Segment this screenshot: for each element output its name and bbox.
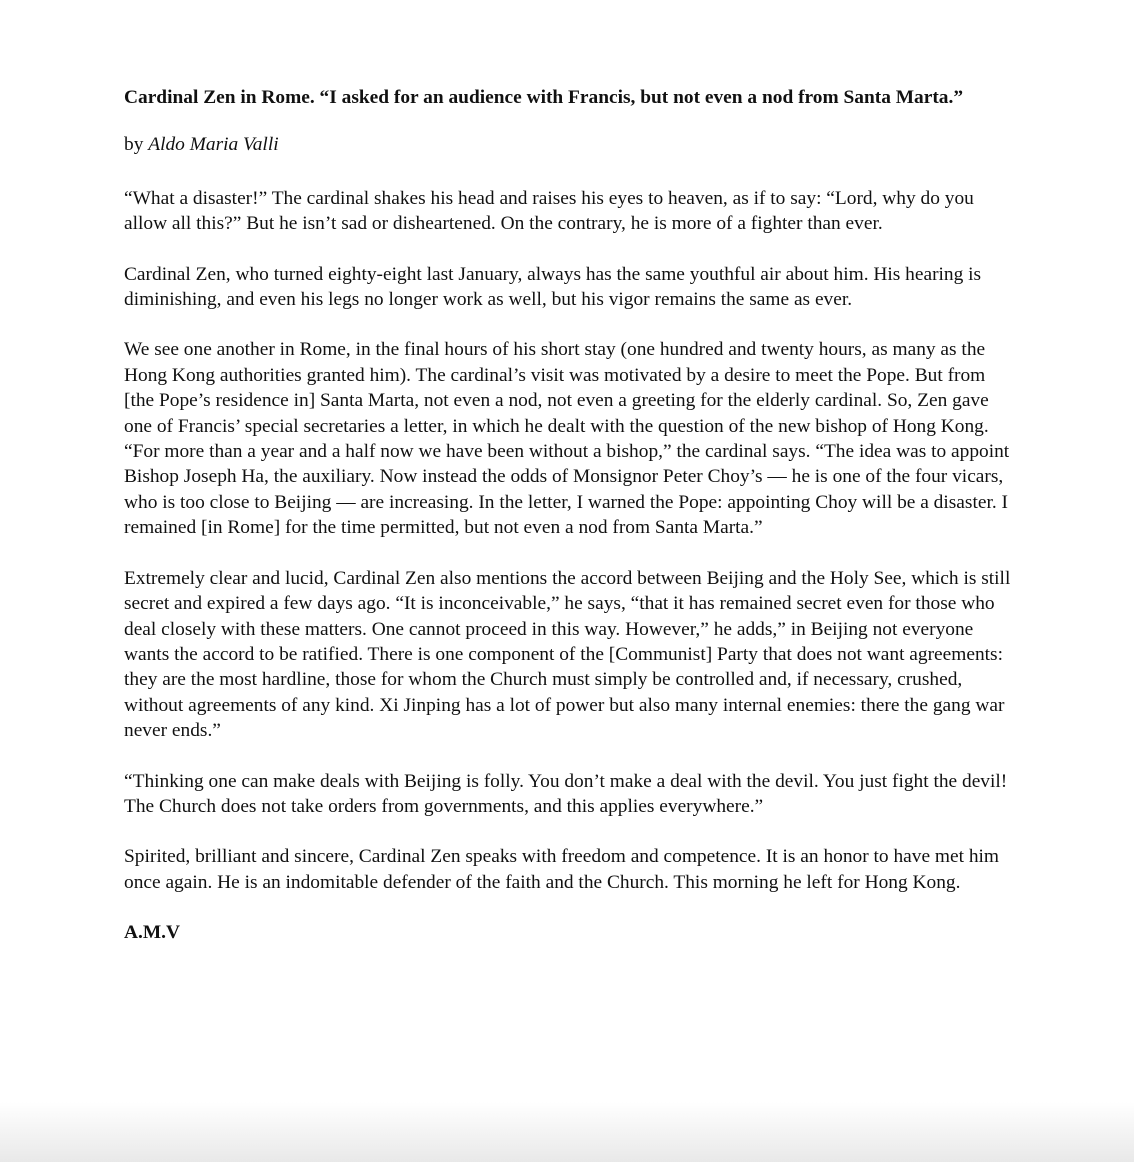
signature: A.M.V [124,922,181,944]
paragraph-4: Extremely clear and lucid, Cardinal Zen also mentions the accord between Beijing and the Holy See, which is still secret and expired a few days ago. “It is inconceivable,” he says, “that it has remained secret even for those who deal closely with these matters. One cannot proceed in this way. However,” he adds,” in Beijing not everyone wants the accord to be ratified. There is one component of the [Communist] Party that does not want agreements: they are the most hardline, those for whom the Church must simply be controlled and, if necessary, crushed, without agreements of any kind. Xi Jinping has a lot of power but also many internal enemies: there the gang war never ends.” [124,567,1011,742]
bottom-shadow [0,1102,1134,1162]
paragraph-2: Cardinal Zen, who turned eighty-eight last January, always has the same youthful air about him. His hearing is diminishing, and even his legs no longer work as well, but his vigor remains the same as ever. [124,263,982,311]
article-body [124,85,1014,946]
paragraph-3: We see one another in Rome, in the final hours of his short stay (one hundred and twenty hours, as many as the Hong Kong authorities granted him). The cardinal’s visit was motivated by a desire to meet the Pope. But from [the Pope’s residence in] Santa Marta, not even a nod, not even a greeting for the elderly cardinal. So, Zen gave one of Francis’ special secretaries a letter, in which he dealt with the question of the new bishop of Hong Kong. “For more than a year and a half now we have been without a bishop,” the cardinal says. “The idea was to appoint Bishop Joseph Ha, the auxiliary. Now instead the odds of Monsignor Peter Choy’s — he is one of the four vicars, who is too close to Beijing — are increasing. In the letter, I warned the Pope: appointing Choy will be a disaster. I remained [in Rome] for the time permitted, but not even a nod from Santa Marta.” [124,339,1010,539]
paragraph-1: “What a disaster!” The cardinal shakes his head and raises his eyes to heaven, as if to say: “Lord, why do you allow all this?” But he isn’t sad or disheartened. On the contrary, he is more of a fighter than ever. [124,187,974,235]
author-name: Aldo Maria Valli [148,134,279,156]
byline [124,132,1014,157]
article-title: Cardinal Zen in Rome. “I asked for an audience with Francis, but not even a nod from Santa Marta.” [124,87,964,108]
paragraph-6: Spirited, brilliant and sincere, Cardinal Zen speaks with freedom and competence. It is an honor to have met him once again. He is an indomitable defender of the faith and the Church. This morning he left for Hong Kong. [124,846,1000,893]
byline-prefix: by [124,134,149,156]
paragraph-5: “Thinking one can make deals with Beijing is folly. You don’t make a deal with the devil. You just fight the devil! The Church does not take orders from governments, and this applies everywhere.” [124,770,1008,817]
